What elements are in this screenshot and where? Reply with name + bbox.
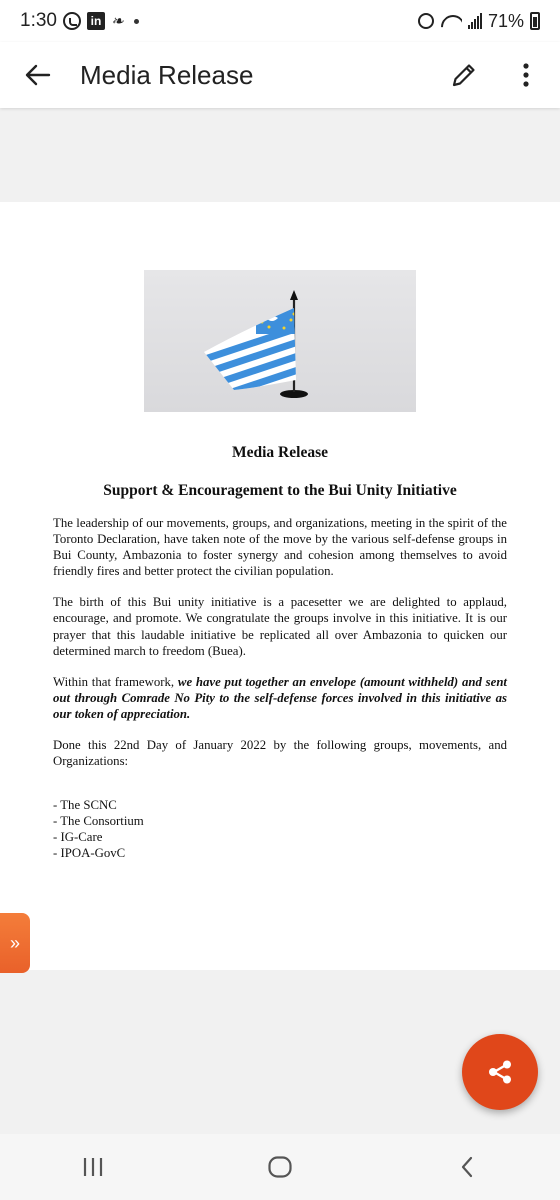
navigation-bar — [0, 1134, 560, 1200]
home-icon — [267, 1155, 293, 1179]
list-item: - The Consortium — [53, 814, 144, 829]
back-button[interactable] — [16, 53, 60, 97]
paragraph-2: The birth of this Bui unity initiative is a pacesetter we are delighted to applaud, encourage, and promote. We congratulate the groups involve in this initiative. It is our prayer that this laudable initiative be replicated all over Ambazonia to quicken our determined march to freedom (Buea). — [53, 595, 507, 658]
app-title: Media Release — [80, 59, 254, 90]
list-item: - IPOA-GovC — [53, 845, 126, 860]
back-nav-button[interactable] — [437, 1145, 497, 1189]
document-text — [53, 444, 507, 861]
back-icon — [459, 1155, 475, 1179]
flag-image — [144, 270, 416, 412]
paragraph-3 — [53, 674, 507, 722]
wifi-icon — [440, 13, 462, 29]
paragraph-3-emphasis: we have put together an envelope (amount withheld) and sent out through Comrade No Pity to the self-defense forces involved in this initiative as our token of appreciation. — [53, 674, 507, 721]
document-subheading: Support & Encouragement to the Bui Unity Initiative — [103, 482, 457, 499]
alarm-icon — [418, 13, 434, 29]
share-button[interactable] — [462, 1034, 538, 1110]
edit-button[interactable] — [442, 53, 486, 97]
dot-icon — [134, 19, 139, 24]
more-options-button[interactable] — [504, 53, 548, 97]
status-bar — [0, 0, 560, 42]
paragraph-1: The leadership of our movements, groups, and organizations, meeting in the spirit of the Toronto Declaration, have taken note of the move by the various self-defense groups in Bui County, Ambazonia to foster synergy and cohesion among themselves to avoid friendly fires and better protect the civilian population. — [53, 516, 507, 579]
organization-list — [53, 798, 507, 861]
system-icons — [418, 11, 540, 32]
back-arrow-icon — [25, 64, 51, 86]
side-panel-handle[interactable] — [0, 913, 30, 973]
list-item: - The SCNC — [53, 798, 117, 813]
paragraph-3-start: Within that framework, — [53, 674, 178, 689]
more-vert-icon — [522, 62, 530, 88]
linkedin-icon: in — [87, 12, 105, 30]
battery-icon — [530, 12, 540, 30]
list-item: - IG-Care — [53, 829, 103, 844]
status-time: 1:30 — [20, 10, 57, 31]
recent-apps-icon — [81, 1156, 105, 1178]
notification-icons — [63, 12, 139, 31]
home-button[interactable] — [250, 1145, 310, 1189]
whatsapp-icon — [63, 12, 81, 30]
app-bar — [0, 42, 560, 108]
signature-icon: ❧ — [110, 13, 124, 30]
flag-illustration — [144, 270, 416, 412]
double-chevron-right-icon: » — [9, 932, 20, 953]
share-icon — [486, 1058, 514, 1086]
paragraph-4: Done this 22nd Day of January 2022 by the following groups, movements, and Organizations: — [53, 738, 507, 769]
pencil-icon — [450, 61, 478, 89]
document-page[interactable] — [0, 202, 560, 970]
signal-icon — [468, 13, 482, 29]
recent-apps-button[interactable] — [63, 1145, 123, 1189]
battery-percentage: 71% — [487, 10, 524, 31]
document-heading: Media Release — [232, 444, 328, 461]
